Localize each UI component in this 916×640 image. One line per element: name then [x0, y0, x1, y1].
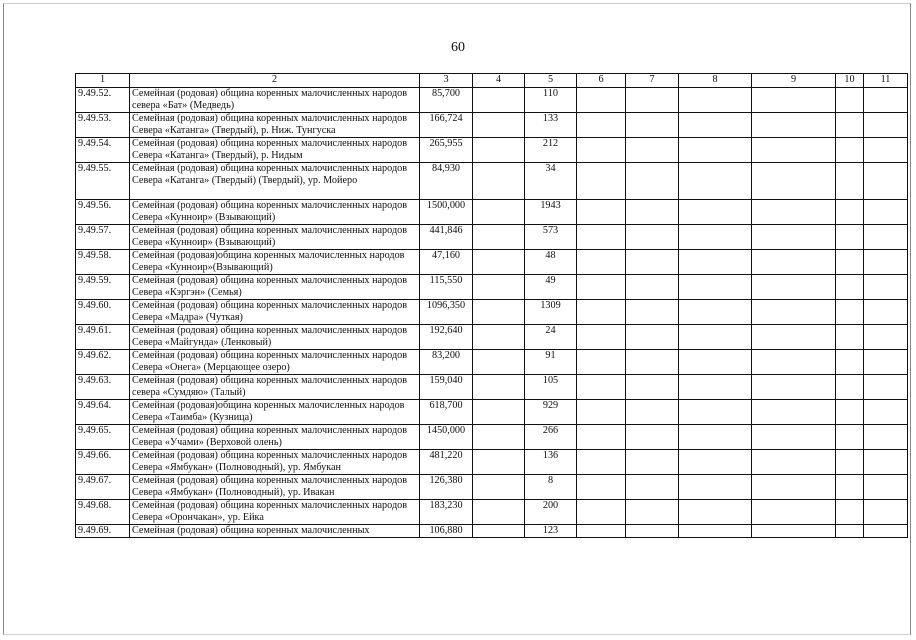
row-col5-cell: 573	[525, 225, 577, 250]
row-name-cell: Семейная (родовая) община коренных малочисленных народов Севера «Кэргэн» (Семья)	[130, 275, 420, 300]
row-name-cell: Семейная (родовая) община коренных малочисленных народов Севера «Кунноир» (Взывающий)	[130, 225, 420, 250]
row-code-cell: 9.49.58.	[76, 250, 130, 275]
row-col7-cell	[626, 138, 679, 163]
table-row	[76, 163, 908, 200]
row-col11-cell	[864, 525, 908, 538]
table-row	[76, 113, 908, 138]
row-code-cell: 9.49.61.	[76, 325, 130, 350]
row-col6-cell	[577, 375, 626, 400]
row-col6-cell	[577, 350, 626, 375]
row-col4-cell	[473, 88, 525, 113]
row-col8-cell	[679, 138, 752, 163]
row-col8-cell	[679, 400, 752, 425]
row-col4-cell	[473, 300, 525, 325]
column-header: 3	[420, 74, 473, 88]
row-col5-cell: 929	[525, 400, 577, 425]
row-col5-cell: 123	[525, 525, 577, 538]
row-col10-cell	[836, 425, 864, 450]
row-col8-cell	[679, 113, 752, 138]
row-col10-cell	[836, 400, 864, 425]
row-col8-cell	[679, 250, 752, 275]
row-code-cell: 9.49.57.	[76, 225, 130, 250]
row-col6-cell	[577, 450, 626, 475]
row-col10-cell	[836, 138, 864, 163]
row-code-cell: 9.49.59.	[76, 275, 130, 300]
row-col5-cell: 91	[525, 350, 577, 375]
row-col5-cell: 133	[525, 113, 577, 138]
row-col8-cell	[679, 163, 752, 200]
row-col7-cell	[626, 225, 679, 250]
column-header: 4	[473, 74, 525, 88]
row-col9-cell	[752, 525, 836, 538]
row-col8-cell	[679, 425, 752, 450]
table-row	[76, 350, 908, 375]
row-col11-cell	[864, 250, 908, 275]
row-col6-cell	[577, 300, 626, 325]
row-col9-cell	[752, 350, 836, 375]
row-col4-cell	[473, 400, 525, 425]
table-row	[76, 138, 908, 163]
row-name-cell: Семейная (родовая) община коренных малочисленных народов Севера «Майгунда» (Ленковый)	[130, 325, 420, 350]
row-name-cell: Семейная (родовая) община коренных малочисленных народов Севера «Онега» (Мерцающее озеро)	[130, 350, 420, 375]
row-col8-cell	[679, 450, 752, 475]
row-col9-cell	[752, 475, 836, 500]
column-header: 2	[130, 74, 420, 88]
row-col6-cell	[577, 200, 626, 225]
row-col9-cell	[752, 500, 836, 525]
row-col3-cell: 47,160	[420, 250, 473, 275]
row-col6-cell	[577, 275, 626, 300]
row-col5-cell: 48	[525, 250, 577, 275]
row-name-cell: Семейная (родовая) община коренных малочисленных народов Севера «Катанга» (Твердый), р. Нидым	[130, 138, 420, 163]
row-code-cell: 9.49.62.	[76, 350, 130, 375]
row-col6-cell	[577, 325, 626, 350]
row-col4-cell	[473, 200, 525, 225]
row-col8-cell	[679, 500, 752, 525]
row-col8-cell	[679, 88, 752, 113]
row-col5-cell: 1309	[525, 300, 577, 325]
row-col5-cell: 1943	[525, 200, 577, 225]
row-col3-cell: 441,846	[420, 225, 473, 250]
row-col6-cell	[577, 163, 626, 200]
row-col11-cell	[864, 350, 908, 375]
row-name-cell: Семейная (родовая) община коренных малочисленных народов Севера «Орончакан», ур. Ейка	[130, 500, 420, 525]
row-name-cell: Семейная (родовая) община коренных малочисленных народов Севера «Учами» (Верховой олень)	[130, 425, 420, 450]
row-code-cell: 9.49.63.	[76, 375, 130, 400]
row-col8-cell	[679, 275, 752, 300]
table-row	[76, 525, 908, 538]
row-col7-cell	[626, 275, 679, 300]
row-code-cell: 9.49.52.	[76, 88, 130, 113]
row-code-cell: 9.49.64.	[76, 400, 130, 425]
row-col3-cell: 106,880	[420, 525, 473, 538]
row-col8-cell	[679, 300, 752, 325]
column-header: 6	[577, 74, 626, 88]
row-col7-cell	[626, 475, 679, 500]
row-col3-cell: 126,380	[420, 475, 473, 500]
row-col7-cell	[626, 163, 679, 200]
row-col3-cell: 83,200	[420, 350, 473, 375]
row-col5-cell: 49	[525, 275, 577, 300]
row-col10-cell	[836, 325, 864, 350]
table-row	[76, 450, 908, 475]
row-col8-cell	[679, 325, 752, 350]
row-name-cell: Семейная (родовая) община коренных малочисленных	[130, 525, 420, 538]
row-col7-cell	[626, 450, 679, 475]
row-col9-cell	[752, 225, 836, 250]
row-col5-cell: 110	[525, 88, 577, 113]
row-col6-cell	[577, 475, 626, 500]
row-col9-cell	[752, 138, 836, 163]
column-header: 7	[626, 74, 679, 88]
row-col6-cell	[577, 138, 626, 163]
row-col10-cell	[836, 200, 864, 225]
row-col3-cell: 618,700	[420, 400, 473, 425]
row-col5-cell: 24	[525, 325, 577, 350]
table-row	[76, 375, 908, 400]
row-code-cell: 9.49.55.	[76, 163, 130, 200]
column-header: 11	[864, 74, 908, 88]
table-row	[76, 300, 908, 325]
row-col4-cell	[473, 375, 525, 400]
row-col5-cell: 266	[525, 425, 577, 450]
row-col7-cell	[626, 375, 679, 400]
row-code-cell: 9.49.56.	[76, 200, 130, 225]
row-col6-cell	[577, 113, 626, 138]
table-row	[76, 425, 908, 450]
row-col10-cell	[836, 350, 864, 375]
row-col9-cell	[752, 400, 836, 425]
column-header: 10	[836, 74, 864, 88]
row-col9-cell	[752, 200, 836, 225]
row-col7-cell	[626, 400, 679, 425]
row-col4-cell	[473, 275, 525, 300]
data-table	[75, 73, 908, 538]
row-col10-cell	[836, 300, 864, 325]
row-col4-cell	[473, 225, 525, 250]
table-row	[76, 88, 908, 113]
row-col11-cell	[864, 425, 908, 450]
row-col11-cell	[864, 275, 908, 300]
column-header-row	[76, 74, 908, 88]
row-col3-cell: 166,724	[420, 113, 473, 138]
row-col6-cell	[577, 425, 626, 450]
row-col4-cell	[473, 525, 525, 538]
row-col8-cell	[679, 375, 752, 400]
row-col3-cell: 1096,350	[420, 300, 473, 325]
row-col5-cell: 105	[525, 375, 577, 400]
row-col4-cell	[473, 450, 525, 475]
row-col6-cell	[577, 525, 626, 538]
table-row	[76, 225, 908, 250]
row-col9-cell	[752, 375, 836, 400]
row-col11-cell	[864, 200, 908, 225]
row-col9-cell	[752, 250, 836, 275]
table-row	[76, 250, 908, 275]
row-col7-cell	[626, 300, 679, 325]
row-col10-cell	[836, 250, 864, 275]
row-col4-cell	[473, 350, 525, 375]
row-code-cell: 9.49.68.	[76, 500, 130, 525]
column-header: 8	[679, 74, 752, 88]
row-col5-cell: 212	[525, 138, 577, 163]
table-row	[76, 475, 908, 500]
row-col11-cell	[864, 475, 908, 500]
row-col8-cell	[679, 475, 752, 500]
row-name-cell: Семейная (родовая) община коренных малочисленных народов Севера «Ямбукан» (Полноводный), ур. Ямбукан	[130, 450, 420, 475]
row-col11-cell	[864, 375, 908, 400]
row-code-cell: 9.49.69.	[76, 525, 130, 538]
row-col7-cell	[626, 113, 679, 138]
row-code-cell: 9.49.67.	[76, 475, 130, 500]
row-col3-cell: 115,550	[420, 275, 473, 300]
row-col9-cell	[752, 325, 836, 350]
row-name-cell: Семейная (родовая) община коренных малочисленных народов Севера «Катанга» (Твердый) (Твердый), ур. Мойеро	[130, 163, 420, 200]
row-col10-cell	[836, 500, 864, 525]
row-col3-cell: 192,640	[420, 325, 473, 350]
row-col10-cell	[836, 450, 864, 475]
row-col7-cell	[626, 88, 679, 113]
row-col9-cell	[752, 163, 836, 200]
row-col9-cell	[752, 275, 836, 300]
row-col6-cell	[577, 250, 626, 275]
row-col11-cell	[864, 113, 908, 138]
row-col9-cell	[752, 113, 836, 138]
row-name-cell: Семейная (родовая) община коренных малочисленных народов Севера «Мадра» (Чуткая)	[130, 300, 420, 325]
row-col11-cell	[864, 225, 908, 250]
row-col3-cell: 265,955	[420, 138, 473, 163]
row-name-cell: Семейная (родовая) община коренных малочисленных народов Севера «Кунноир» (Взывающий)	[130, 200, 420, 225]
table-row	[76, 400, 908, 425]
row-col7-cell	[626, 425, 679, 450]
row-col4-cell	[473, 113, 525, 138]
row-col3-cell: 85,700	[420, 88, 473, 113]
row-col8-cell	[679, 350, 752, 375]
row-col6-cell	[577, 400, 626, 425]
row-col9-cell	[752, 88, 836, 113]
row-col3-cell: 183,230	[420, 500, 473, 525]
page-number: 60	[451, 40, 465, 55]
row-code-cell: 9.49.53.	[76, 113, 130, 138]
row-col6-cell	[577, 500, 626, 525]
table-row	[76, 275, 908, 300]
row-col4-cell	[473, 500, 525, 525]
row-col4-cell	[473, 163, 525, 200]
row-code-cell: 9.49.65.	[76, 425, 130, 450]
table-row	[76, 325, 908, 350]
table-row	[76, 200, 908, 225]
row-col11-cell	[864, 500, 908, 525]
row-col10-cell	[836, 525, 864, 538]
row-col9-cell	[752, 450, 836, 475]
row-col8-cell	[679, 225, 752, 250]
row-col4-cell	[473, 250, 525, 275]
row-col10-cell	[836, 88, 864, 113]
row-col3-cell: 1500,000	[420, 200, 473, 225]
row-col3-cell: 159,040	[420, 375, 473, 400]
row-col7-cell	[626, 325, 679, 350]
row-col4-cell	[473, 138, 525, 163]
row-col4-cell	[473, 475, 525, 500]
row-name-cell: Семейная (родовая) община коренных малочисленных народов Севера «Ямбукан» (Полноводный), ур. Ивакан	[130, 475, 420, 500]
row-col8-cell	[679, 525, 752, 538]
row-name-cell: Семейная (родовая) община коренных малочисленных народов севера «Сумдяю» (Талый)	[130, 375, 420, 400]
row-col3-cell: 1450,000	[420, 425, 473, 450]
row-col5-cell: 34	[525, 163, 577, 200]
row-name-cell: Семейная (родовая) община коренных малочисленных народов Севера «Катанга» (Твердый), р. Ниж. Тунгуска	[130, 113, 420, 138]
row-name-cell: Семейная (родовая) община коренных малочисленных народов севера «Бат» (Медведь)	[130, 88, 420, 113]
row-col9-cell	[752, 300, 836, 325]
row-col6-cell	[577, 88, 626, 113]
row-col10-cell	[836, 113, 864, 138]
row-col8-cell	[679, 200, 752, 225]
column-header: 1	[76, 74, 130, 88]
row-col7-cell	[626, 200, 679, 225]
row-col7-cell	[626, 500, 679, 525]
row-col5-cell: 8	[525, 475, 577, 500]
row-col11-cell	[864, 88, 908, 113]
row-col7-cell	[626, 525, 679, 538]
table-body	[76, 88, 908, 538]
row-col11-cell	[864, 400, 908, 425]
row-col11-cell	[864, 300, 908, 325]
row-code-cell: 9.49.66.	[76, 450, 130, 475]
row-col10-cell	[836, 475, 864, 500]
table-row	[76, 500, 908, 525]
column-header: 5	[525, 74, 577, 88]
row-col10-cell	[836, 163, 864, 200]
row-col10-cell	[836, 225, 864, 250]
row-name-cell: Семейная (родовая)община коренных малочисленных народов Севера «Таимба» (Кузница)	[130, 400, 420, 425]
row-col7-cell	[626, 250, 679, 275]
row-col3-cell: 481,220	[420, 450, 473, 475]
row-col4-cell	[473, 425, 525, 450]
row-col11-cell	[864, 163, 908, 200]
row-col10-cell	[836, 375, 864, 400]
row-name-cell: Семейная (родовая)община коренных малочисленных народов Севера «Кунноир»(Взывающий)	[130, 250, 420, 275]
row-code-cell: 9.49.54.	[76, 138, 130, 163]
row-col11-cell	[864, 325, 908, 350]
row-col5-cell: 200	[525, 500, 577, 525]
row-col3-cell: 84,930	[420, 163, 473, 200]
row-col9-cell	[752, 425, 836, 450]
row-col5-cell: 136	[525, 450, 577, 475]
column-header: 9	[752, 74, 836, 88]
row-col11-cell	[864, 138, 908, 163]
row-col7-cell	[626, 350, 679, 375]
row-col4-cell	[473, 325, 525, 350]
row-col11-cell	[864, 450, 908, 475]
row-code-cell: 9.49.60.	[76, 300, 130, 325]
row-col10-cell	[836, 275, 864, 300]
row-col6-cell	[577, 225, 626, 250]
